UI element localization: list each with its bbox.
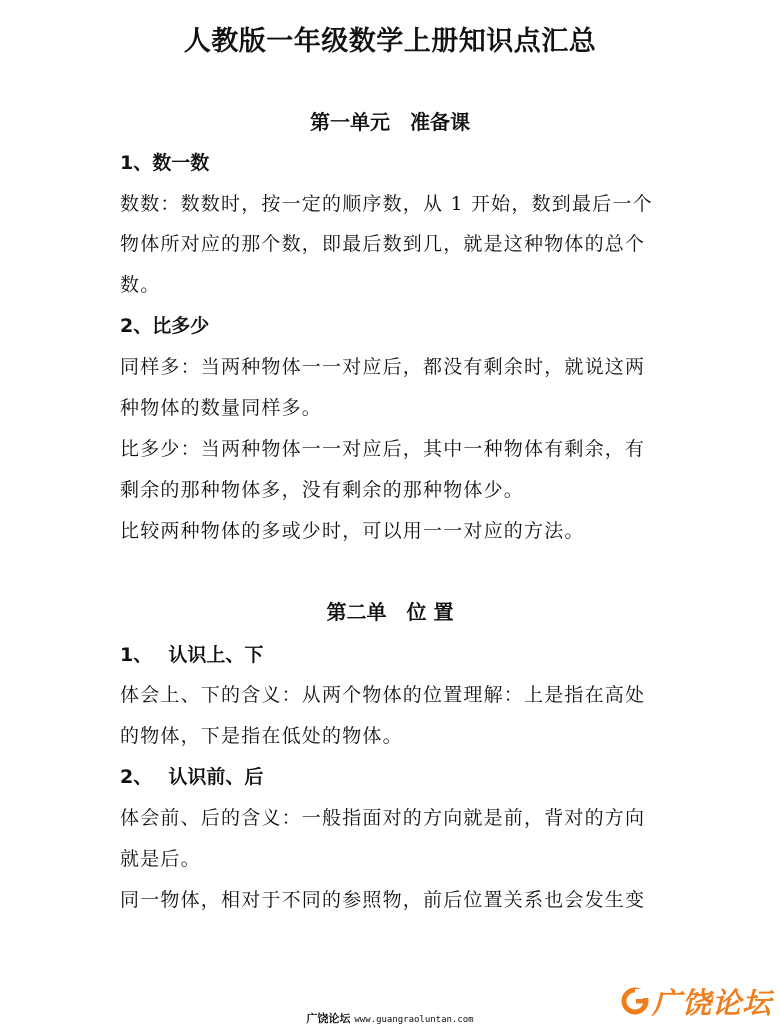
paragraph-line: 物体所对应的那个数，即最后数到几，就是这种物体的总个 (120, 233, 646, 255)
section-heading: 2、比多少 (120, 315, 210, 337)
paragraph-line: 种物体的数量同样多。 (120, 397, 323, 419)
paragraph-line: 体会前、后的含义：一般指面对的方向就是前，背对的方向 (120, 807, 646, 829)
paragraph-line: 的物体，下是指在低处的物体。 (120, 725, 403, 747)
section-heading: 1、数一数 (120, 152, 210, 174)
section-heading: 1、 认识上、下 (120, 644, 264, 666)
paragraph-line: 数。 (120, 274, 161, 296)
paragraph-line: 数数：数数时，按一定的顺序数，从 1 开始，数到最后一个 (120, 193, 653, 215)
paragraph-line: 剩余的那种物体多，没有剩余的那种物体少。 (120, 479, 525, 501)
unit-heading: 第一单元 准备课 (310, 110, 470, 134)
paragraph-line: 比多少：当两种物体一一对应后，其中一种物体有剩余，有 (120, 438, 646, 460)
paragraph-line: 同一物体，相对于不同的参照物，前后位置关系也会发生变 (120, 889, 646, 911)
paragraph-line: 比较两种物体的多或少时，可以用一一对应的方法。 (120, 520, 585, 542)
footer-url: www.guangraoluntan.com (354, 1015, 474, 1025)
site-logo (620, 984, 772, 1018)
paragraph-line: 就是后。 (120, 848, 201, 870)
logo-mark-icon (620, 986, 650, 1016)
section-heading: 2、 认识前、后 (120, 766, 264, 788)
unit-heading: 第二单 位 置 (326, 600, 454, 624)
paragraph-line: 体会上、下的含义：从两个物体的位置理解：上是指在高处 (120, 684, 646, 706)
document-title: 人教版一年级数学上册知识点汇总 (183, 26, 597, 57)
logo-text: 广饶论坛 (651, 985, 772, 1020)
paragraph-line: 同样多：当两种物体一一对应后，都没有剩余时，就说这两 (120, 356, 646, 378)
footer-brand: 广饶论坛 (306, 1012, 351, 1025)
